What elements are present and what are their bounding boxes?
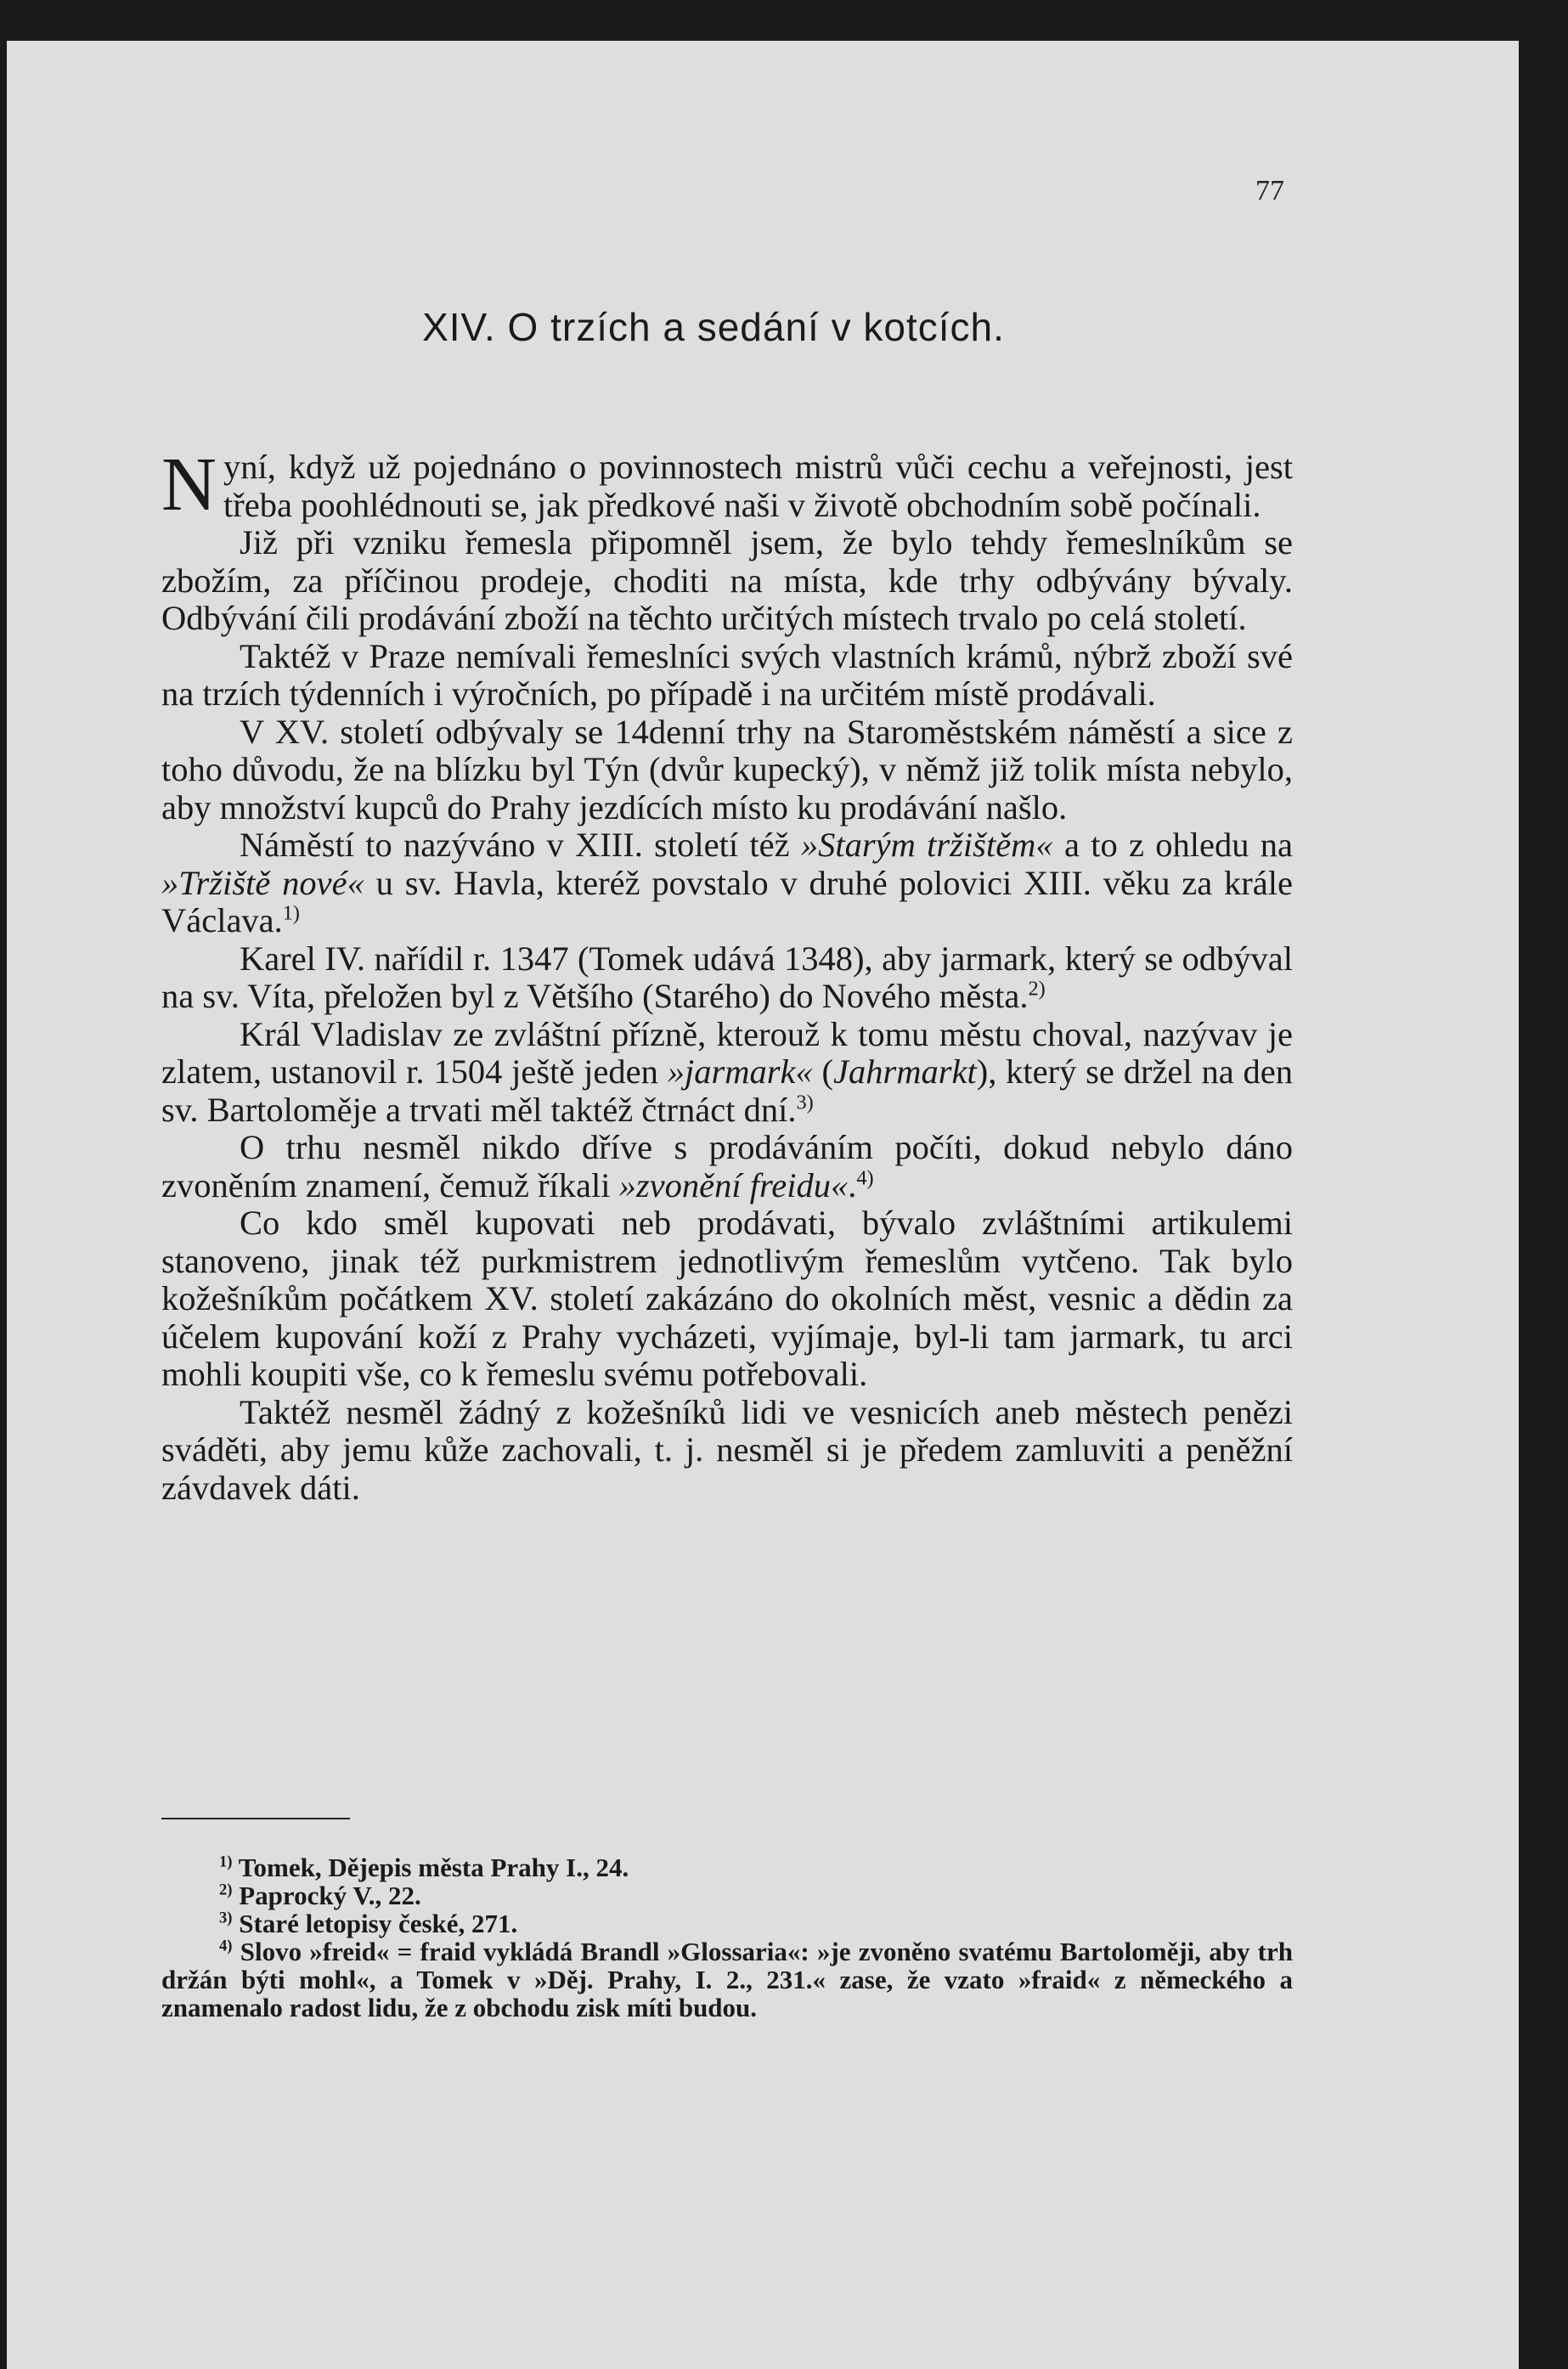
italic-term: »jarmark« [667,1052,813,1091]
paragraph-9: Co kdo směl kupovati neb prodávati, bývalo zvláštními artikulemi stanoveno, jinak též purkmistrem jednotlivým řemeslům vytčeno. Tak bylo kožešníkům počátkem XV. století zakázáno do okolních měst, vesnic a dědin za účelem kupování koží z Prahy vycházeti, vyjímaje, byl-li tam jarmark, tu arci mohli koupiti vše, co k řemeslu svému potřebovali. [161,1204,1293,1393]
text-run: a to z ohledu na [1052,826,1293,864]
paragraph-6 [161,940,1293,1016]
text-run: ), který se držel na den sv. Bartoloměje a trvati měl taktéž čtrnáct dní. [161,1052,1293,1129]
page-number: 77 [1255,175,1284,206]
italic-term: »Starým tržištěm« [800,826,1053,864]
footnote-divider [161,1818,350,1819]
footnote-number: 1) [219,1853,233,1871]
paragraph-4: V XV. století odbývaly se 14denní trhy na Staroměstském náměstí a sice z toho důvodu, že na blízku byl Týn (dvůr kupecký), v němž již tolik místa nebylo, aby množství kupců do Prahy jezdících místo ku prodávání našlo. [161,712,1293,826]
footnote-text: Tomek, Dějepis města Prahy I., 24. [232,1853,629,1882]
drop-cap: N [161,443,217,527]
text-run: ( [812,1052,833,1091]
footnote-text: Paprocký V., 22. [232,1881,421,1910]
text-run: Karel IV. nařídil r. 1347 (Tomek udává 1348), aby jarmark, který se odbýval na sv. Víta, přeložen byl z Většího (Starého) do Nového města. [161,939,1293,1015]
footnote-number: 4) [219,1937,233,1955]
text-run: . [848,1165,857,1204]
scan-border-top [0,0,1568,41]
text-run: Král Vladislav ze zvláštní přízně, kterouž k tomu městu choval, nazývav je zlatem, ustanovil r. 1504 ještě jeden [161,1014,1293,1091]
paragraph-5 [161,826,1293,940]
text-run: O trhu nesměl nikdo dříve s prodáváním počíti, dokud nebylo dáno zvoněním znamení, čemuž říkali [161,1128,1293,1204]
paragraph-3: Taktéž v Praze nemívali řemeslníci svých vlastních krámů, nýbrž zboží své na trzích týdenních i výročních, po případě i na určitém místě prodávali. [161,636,1293,713]
footnote-1 [161,1853,1293,1881]
paragraph-10: Taktéž nesměl žádný z kožešníků lidi ve vesnicích aneb městech penězi sváděti, aby jemu kůže zachovali, t. j. nesměl si je předem zamluviti a peněžní závdavek dáti. [161,1392,1293,1507]
footnote-ref-3: 3) [796,1091,814,1114]
italic-term: »zvonění freidu« [618,1165,849,1204]
chapter-title: XIV. O trzích a sedání v kotcích. [422,305,1005,349]
footnote-text: Staré letopisy české, 271. [232,1909,518,1938]
italic-term: Jahrmarkt [833,1052,977,1091]
footnote-text: Slovo »freid« = fraid vykládá Brandl »Glossaria«: »je zvoněno svatému Bartoloměji, aby trh držán býti mohl«, a Tomek v »Děj. Prahy, I. 2., 231.« zase, že vzato »fraid« z německého a znamenalo radost lidu, že z obchodu zisk míti budou. [161,1937,1293,2022]
text-run: u sv. Havla, kteréž povstalo v druhé polovici XIII. věku za krále Václava. [161,863,1293,939]
scan-border-left [0,0,7,2369]
paragraph-1-text: yní, když už pojednáno o povinnostech mistrů vůči cechu a veřejnosti, jest třeba poohlédnouti se, jak předkové naši v životě obchodním sobě počínali. [223,448,1293,524]
footnote-ref-4: 4) [856,1166,874,1189]
footnote-number: 2) [219,1881,233,1899]
footnote-2 [161,1881,1293,1909]
paragraph-1 [161,443,1293,527]
body-text [161,443,1293,1507]
footnotes [161,1853,1293,2022]
italic-term: »Tržiště nové« [161,863,364,902]
paragraph-8 [161,1129,1293,1204]
paragraph-7 [161,1016,1293,1130]
text-run: Náměstí to nazýváno v XIII. století též [240,826,801,864]
footnote-number: 3) [219,1909,233,1927]
scan-border-right [1519,0,1568,2369]
footnote-ref-2: 2) [1028,977,1046,1001]
footnote-3 [161,1909,1293,1938]
footnote-ref-1: 1) [282,901,301,925]
footnote-4 [161,1938,1293,2022]
paragraph-2: Již při vzniku řemesla připomněl jsem, že bylo tehdy řemeslníkům se zbožím, za příčinou prodeje, choditi na místa, kde trhy odbývány bývaly. Odbývání čili prodávání zboží na těchto určitých místech trvalo po celá století. [161,523,1293,637]
